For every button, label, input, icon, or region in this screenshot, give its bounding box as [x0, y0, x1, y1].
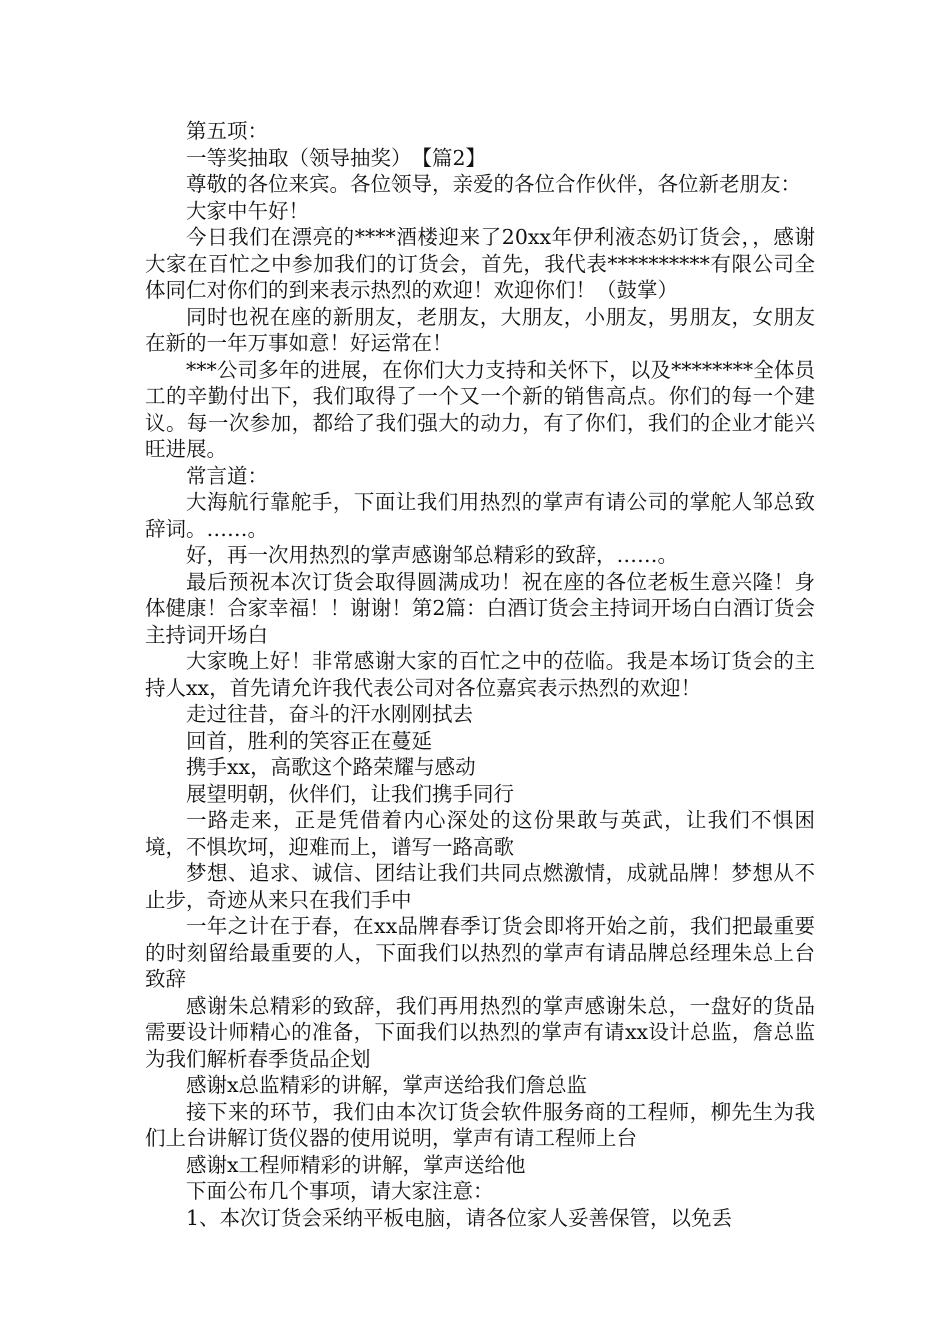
paragraph: 尊敬的各位来宾。各位领导，亲爱的各位合作伙伴，各位新老朋友： — [186, 172, 801, 196]
paragraph: 一等奖抽取（领导抽奖） 【篇2】 — [186, 145, 487, 170]
paragraph: 接下来的环节，我们由本次订货会软件服务商的工程师，柳先生为我们上台讲解订货仪器的使用说明，掌声有请工程师上台 — [145, 1099, 815, 1150]
paragraph: 好，再一次用热烈的掌声感谢邹总精彩的致辞，……。 — [186, 543, 678, 567]
paragraph: 一路走来，正是凭借着内心深处的这份果敢与英武，让我们不惧困境，不惧坎坷，迎难而上，谱写一路高歌 — [145, 808, 815, 859]
paragraph: 感谢x工程师精彩的讲解，掌声送给他 — [186, 1152, 526, 1177]
paragraph: 大家中午好！ — [186, 198, 309, 223]
paragraph: 同时也祝在座的新朋友，老朋友，大朋友，小朋友，男朋友，女朋友在新的一年万事如意！好运常在！ — [145, 304, 815, 355]
paragraph: 最后预祝本次订货会取得圆满成功！祝在座的各位老板生意兴隆！身体健康！合家幸福！！谢谢！第2篇：白酒订货会主持词开场白白酒订货会主持词开场白 — [145, 569, 815, 647]
paragraph: 下面公布几个事项，请大家注意： — [186, 1179, 494, 1203]
paragraph: ***公司多年的进展，在你们大力支持和关怀下，以及********全体员工的辛勤付出下，我们取得了一个又一个新的销售高点。你们的每一个建议。每一次参加，都给了我们强大的动力，有了你们，我们的企业才能兴旺进展。 — [145, 357, 815, 461]
paragraph: 第五项： — [186, 119, 268, 143]
paragraph: 常言道： — [186, 463, 268, 488]
paragraph: 携手xx，高歌这个路荣耀与感动 — [186, 755, 476, 779]
paragraph: 回首，胜利的笑容正在蔓延 — [186, 728, 432, 753]
paragraph: 一年之计在于春，在xx品牌春季订货会即将开始之前，我们把最重要的时刻留给最重要的人，下面我们以热烈的掌声有请品牌总经理朱总上台致辞 — [145, 914, 815, 991]
paragraph: 大家晚上好！非常感谢大家的百忙之中的莅临。我是本场订货会的主持人xx，首先请允许我代表公司对各位嘉宾表示热烈的欢迎！ — [145, 649, 815, 700]
paragraph: 感谢朱总精彩的致辞，我们再用热烈的掌声感谢朱总，一盘好的货品需要设计师精心的准备，下面我们以热烈的掌声有请xx设计总监，詹总监为我们解析春季货品企划 — [145, 993, 815, 1071]
document-page — [145, 118, 815, 1231]
paragraph: 梦想、追求、诚信、团结让我们共同点燃激情，成就品牌！梦想从不止步，奇迹从来只在我们手中 — [145, 861, 815, 912]
paragraph: 1、本次订货会采纳平板电脑，请各位家人妥善保管，以免丢 — [186, 1205, 733, 1230]
paragraph: 走过往昔，奋斗的汗水刚刚拭去 — [186, 702, 473, 726]
paragraph: 大海航行靠舵手，下面让我们用热烈的掌声有请公司的掌舵人邹总致辞词。……。 — [145, 490, 815, 541]
paragraph: 今日我们在漂亮的****酒楼迎来了20xx年伊利液态奶订货会，，感谢大家在百忙之中参加我们的订货会，首先，我代表**********有限公司全体同仁对你们的到来表示热烈的欢迎！欢迎你们！（鼓掌） — [145, 225, 815, 302]
paragraph: 展望明朝，伙伴们，让我们携手同行 — [186, 781, 514, 806]
paragraph: 感谢x总监精彩的讲解，掌声送给我们詹总监 — [186, 1073, 588, 1097]
